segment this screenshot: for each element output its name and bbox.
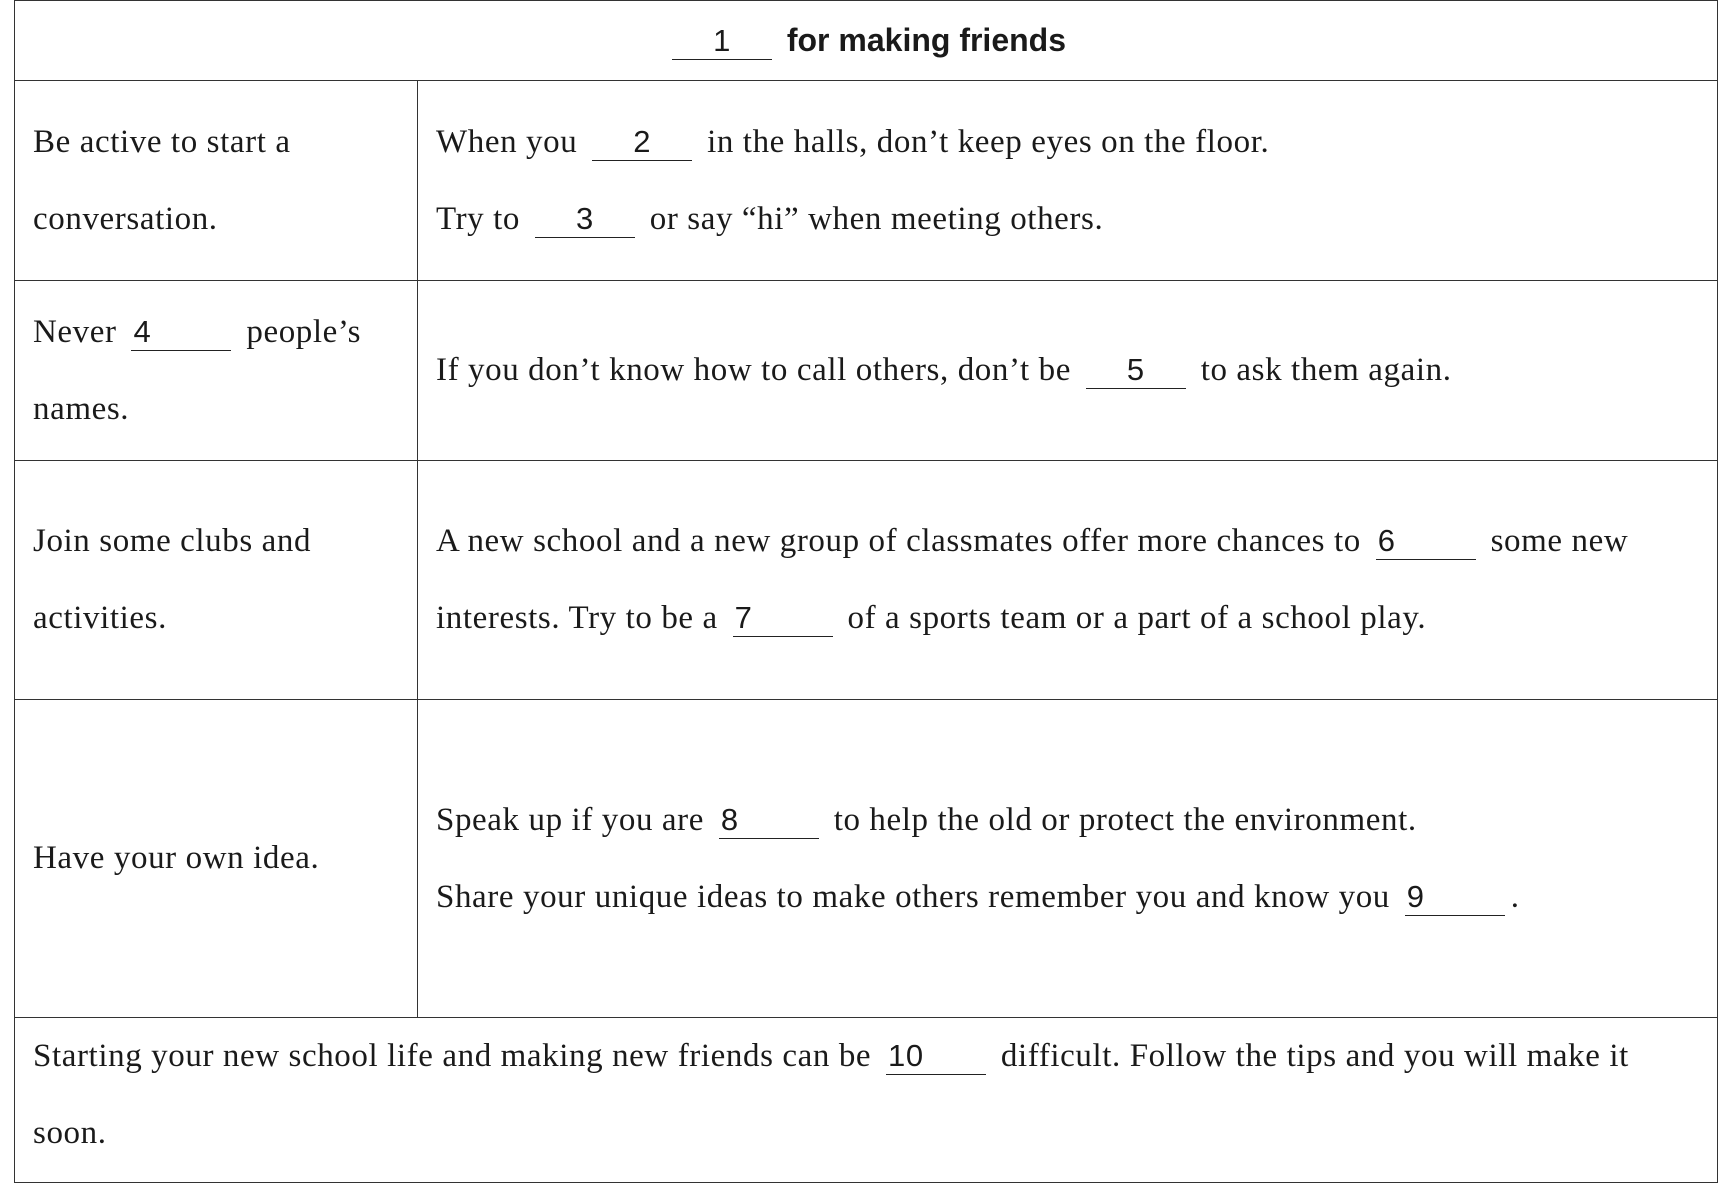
title-row [15, 1, 1718, 81]
tip-cell [15, 461, 418, 700]
detail-line [436, 782, 1699, 859]
text-segment: of a sports team or a part of a school play. [847, 600, 1427, 636]
text-segment: Never [33, 313, 117, 350]
footer-row [15, 1018, 1718, 1183]
detail-cell [418, 81, 1718, 281]
text-segment: . [1510, 878, 1520, 915]
text-segment: in the halls, don’t keep eyes on the floor. [707, 123, 1270, 160]
blank-8[interactable]: 8 [719, 802, 819, 839]
tip-cell [15, 81, 418, 281]
tip-cell [15, 281, 418, 461]
footer-cell [15, 1018, 1718, 1183]
detail-cell [418, 281, 1718, 461]
detail-line [436, 104, 1699, 181]
detail-cell [418, 461, 1718, 700]
table-row [15, 461, 1718, 700]
blank-2[interactable]: 2 [592, 124, 692, 161]
text-segment: to help the old or protect the environment. [833, 801, 1417, 838]
blank-1[interactable]: 1 [672, 23, 772, 60]
tip-text: Join some clubs and activities. [33, 523, 312, 636]
text-segment: When you [436, 123, 578, 160]
table-title [15, 1, 1718, 81]
blank-6[interactable]: 6 [1376, 523, 1476, 560]
blank-10[interactable]: 10 [886, 1038, 986, 1075]
blank-7[interactable]: 7 [733, 600, 833, 637]
blank-4[interactable]: 4 [131, 314, 231, 351]
text-segment: Try to [436, 200, 521, 237]
tip-cell [15, 700, 418, 1018]
table-row [15, 700, 1718, 1018]
text-segment: or say “hi” when meeting others. [649, 200, 1104, 237]
blank-5[interactable]: 5 [1086, 352, 1186, 389]
text-segment: A new school and a new group of classmates offer more chances to [436, 523, 1361, 559]
fill-in-table [14, 0, 1718, 1183]
detail-line [436, 859, 1699, 936]
text-segment: Share your unique ideas to make others remember you and know you [436, 878, 1390, 915]
blank-3[interactable]: 3 [535, 201, 635, 238]
table-row [15, 81, 1718, 281]
text-segment: If you don’t know how to call others, don’t be [436, 352, 1071, 388]
detail-line [436, 181, 1699, 258]
text-segment: difficult. Follow the tips and you will make it soon. [33, 1038, 1629, 1151]
text-segment: some new interests. Try to be a [436, 523, 1629, 636]
text-segment: Starting your new school life and making new friends can be [33, 1038, 872, 1074]
title-text: for making friends [786, 22, 1066, 58]
tip-text: Have your own idea. [33, 840, 320, 876]
detail-cell [418, 700, 1718, 1018]
blank-9[interactable]: 9 [1405, 879, 1505, 916]
table-row [15, 281, 1718, 461]
text-segment: people’s names. [33, 313, 362, 427]
text-segment: to ask them again. [1200, 352, 1452, 388]
text-segment: Speak up if you are [436, 801, 704, 838]
tip-text: Be active to start a conversation. [33, 123, 291, 237]
